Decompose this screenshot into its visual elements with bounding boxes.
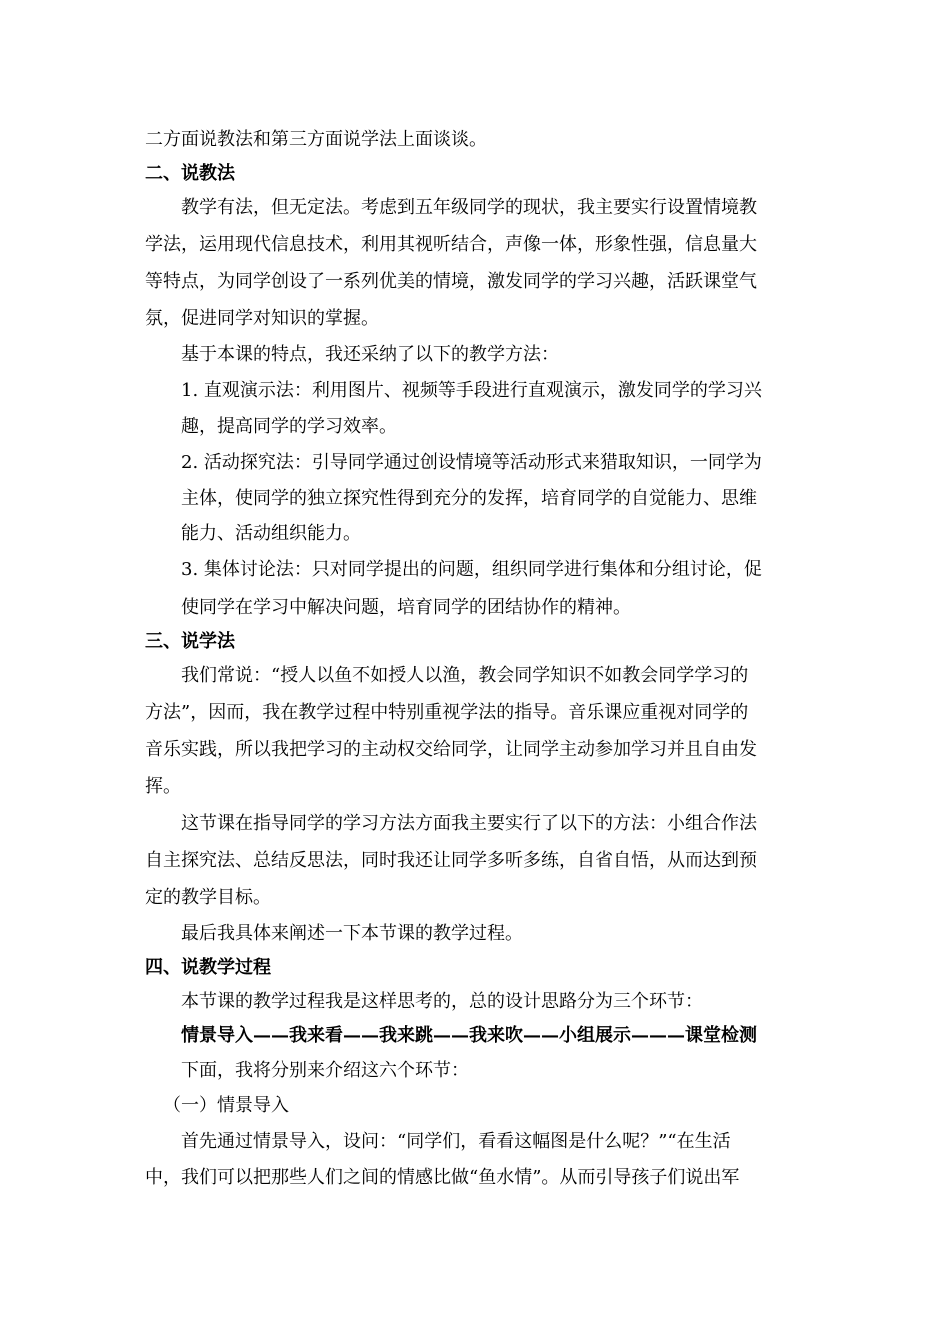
paragraph-line: 最后我具体来阐述一下本节课的教学过程。 — [181, 923, 523, 944]
list-item-line: 能力、活动组织能力。 — [181, 523, 361, 544]
paragraph-line: 基于本课的特点，我还采纳了以下的教学方法： — [181, 344, 559, 365]
paragraph-line: 学法，运用现代信息技术，利用其视听结合，声像一体，形象性强，信息量大 — [145, 234, 757, 255]
list-item-line: 3. 集体讨论法：只对同学提出的问题，组织同学进行集体和分组讨论，促 — [181, 559, 762, 580]
subsection-heading: （一）情景导入 — [163, 1095, 289, 1116]
paragraph-line: 自主探究法、总结反思法，同时我还让同学多听多练，自省自悟，从而达到预 — [145, 850, 757, 871]
paragraph-line: 教学有法，但无定法。考虑到五年级同学的现状，我主要实行设置情境教 — [181, 197, 757, 218]
section-heading: 四、说教学过程 — [145, 957, 271, 978]
list-item-line: 使同学在学习中解决问题，培育同学的团结协作的精神。 — [181, 597, 631, 618]
list-item-line: 主体，使同学的独立探究性得到充分的发挥，培育同学的自觉能力、思维 — [181, 488, 757, 509]
paragraph-line: 二方面说教法和第三方面说学法上面谈谈。 — [145, 129, 487, 150]
section-heading: 二、说教法 — [145, 163, 235, 184]
paragraph-line: 我们常说：“授人以鱼不如授人以渔，教会同学知识不如教会同学学习的 — [181, 665, 749, 686]
list-item-line: 1. 直观演示法：利用图片、视频等手段进行直观演示，激发同学的学习兴 — [181, 380, 762, 401]
paragraph-line: 挥。 — [145, 776, 181, 797]
list-item-line: 2. 活动探究法：引导同学通过创设情境等活动形式来猎取知识，一同学为 — [181, 452, 762, 473]
process-flow-line: 情景导入——我来看——我来跳——我来吹——小组展示———课堂检测 — [181, 1025, 757, 1046]
paragraph-line: 首先通过情景导入，设问：“同学们，看看这幅图是什么呢？”“在生活 — [181, 1131, 731, 1152]
paragraph-line: 定的教学目标。 — [145, 887, 271, 908]
section-heading: 三、说学法 — [145, 631, 235, 652]
paragraph-line: 音乐实践，所以我把学习的主动权交给同学，让同学主动参加学习并且自由发 — [145, 739, 757, 760]
paragraph-line: 方法”，因而，我在教学过程中特别重视学法的指导。音乐课应重视对同学的 — [145, 702, 749, 723]
paragraph-line: 这节课在指导同学的学习方法方面我主要实行了以下的方法：小组合作法 — [181, 813, 757, 834]
list-item-line: 趣，提高同学的学习效率。 — [181, 416, 397, 437]
paragraph-line: 氛，促进同学对知识的掌握。 — [145, 308, 379, 329]
paragraph-line: 本节课的教学过程我是这样思考的，总的设计思路分为三个环节： — [181, 991, 703, 1012]
paragraph-line: 下面，我将分别来介绍这六个环节： — [181, 1060, 469, 1081]
paragraph-line: 等特点，为同学创设了一系列优美的情境，激发同学的学习兴趣，活跃课堂气 — [145, 271, 757, 292]
paragraph-line: 中，我们可以把那些人们之间的情感比做“鱼水情”。从而引导孩子们说出军 — [145, 1167, 740, 1188]
